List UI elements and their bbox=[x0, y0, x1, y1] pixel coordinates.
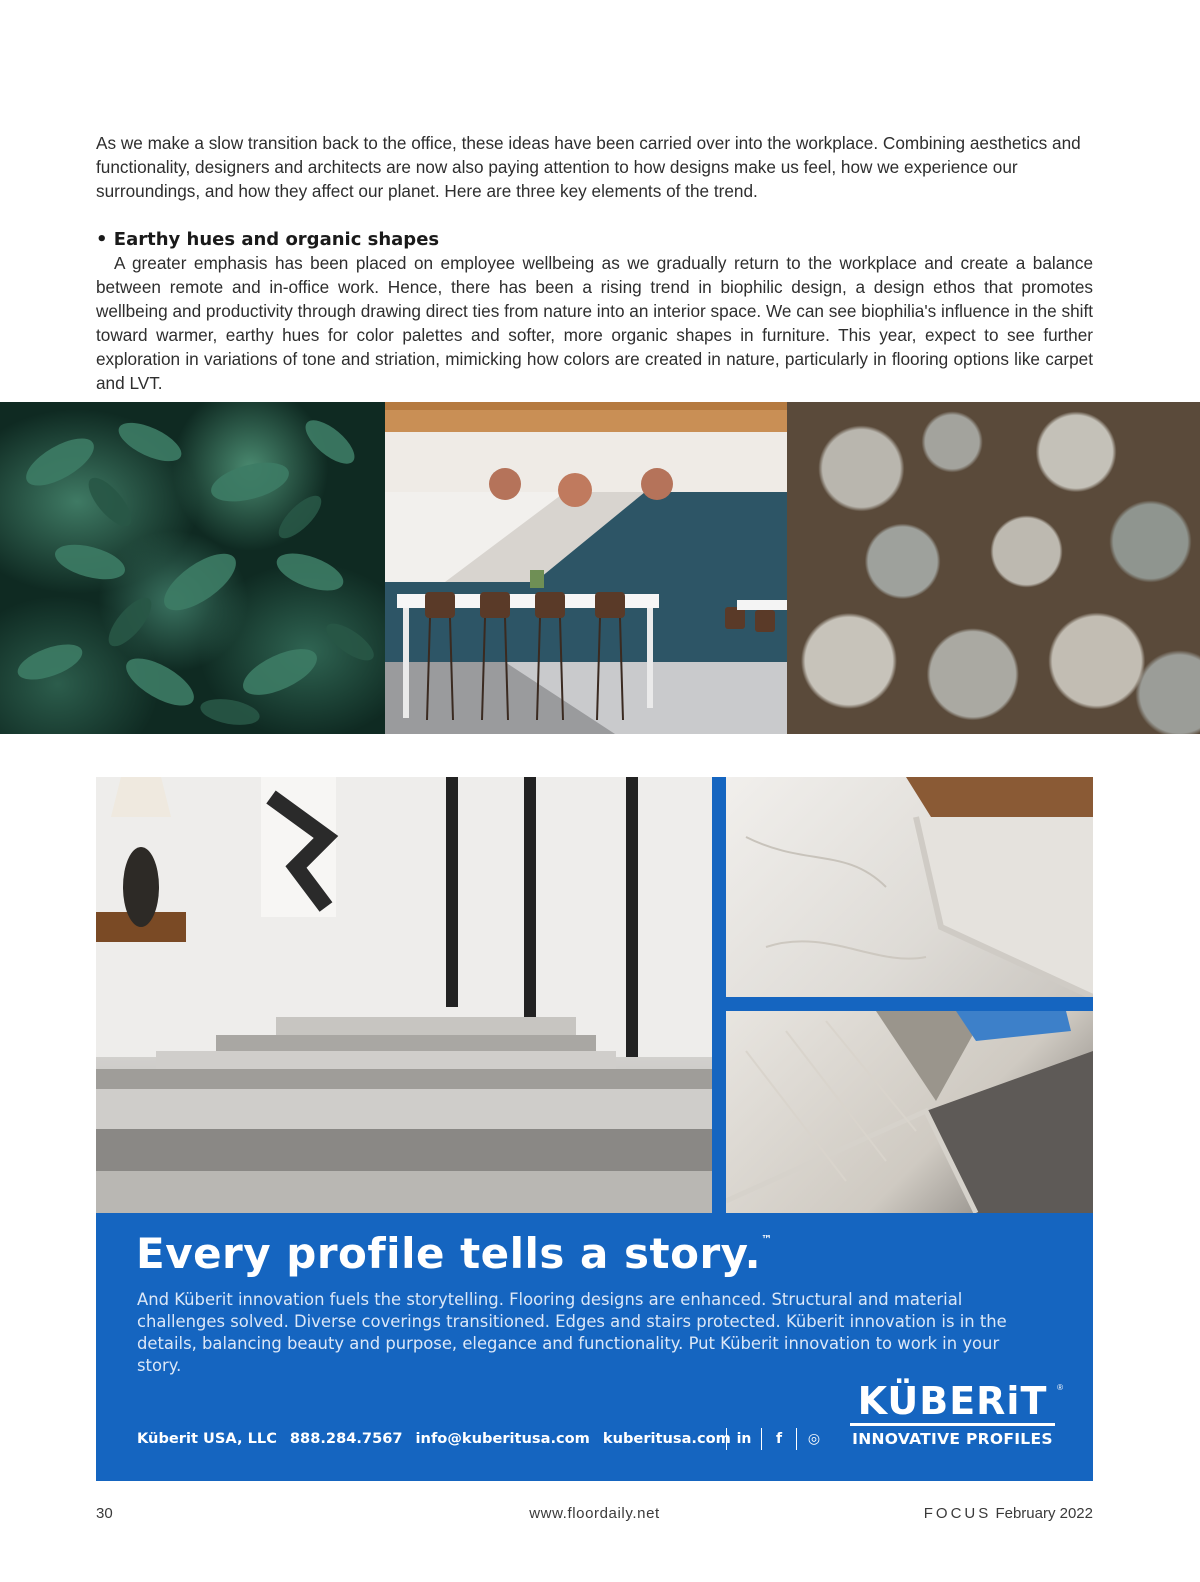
intro-paragraph: As we make a slow transition back to the office, these ideas have been carried over into the workplace. Combining aesthetics and functionality, designers and architects are now also paying attention to how designs make us feel, how we experience our surroundings, and how they affect our planet. Here are three key elements of the trend. bbox=[96, 133, 1081, 201]
office-photo bbox=[385, 402, 787, 734]
trademark-mark: ™ bbox=[761, 1233, 773, 1246]
company-name: Küberit USA, LLC bbox=[137, 1430, 277, 1447]
logo-wordmark: KÜBERiT bbox=[857, 1379, 1048, 1423]
stair-nosing-photo bbox=[726, 1011, 1093, 1213]
social-links bbox=[726, 1428, 831, 1450]
ad-contact-line bbox=[137, 1430, 731, 1447]
ad-headline-text: Every profile tells a story. bbox=[136, 1229, 762, 1278]
section-heading: • Earthy hues and organic shapes bbox=[96, 229, 440, 250]
marble-edge-photo bbox=[726, 777, 1093, 997]
article-text bbox=[96, 131, 1093, 395]
page-number: 30 bbox=[96, 1505, 113, 1522]
section-body: A greater emphasis has been placed on employee wellbeing as we gradually return to the workplace and create a balance between remote and in-office work. Hence, there has been a rising trend in biophilic design, a design ethos that promotes wellbeing and productivity through drawing direct ties from nature into an interior space. We can see biophilia's influence in the shift toward warmer, earthy hues for color palettes and softer, more organic shapes in furniture. This year, expect to see further exploration in variations of tone and striation, mimicking how colors are created in nature, particularly in flooring options like carpet and LVT. bbox=[96, 253, 1093, 393]
publication-name: FOCUS bbox=[923, 1505, 992, 1522]
publication-issue bbox=[924, 1505, 1093, 1522]
phone-number[interactable]: 888.284.7567 bbox=[289, 1430, 403, 1447]
logo-rule bbox=[850, 1423, 1055, 1426]
issue-date: February 2022 bbox=[995, 1505, 1093, 1522]
ad-body-text: And Küberit innovation fuels the storytelling. Flooring designs are enhanced. Structural and material challenges solved. Diverse coverings transitioned. Edges and stairs protected. Küberit innovation is in the details, balancing beauty and purpose, elegance and functionality. Put Küberit innovation to work in your story. bbox=[137, 1290, 1007, 1375]
page-footer bbox=[96, 1505, 1093, 1525]
footer-site-link[interactable]: www.floordaily.net bbox=[529, 1505, 660, 1522]
website-link[interactable]: kuberitusa.com bbox=[602, 1430, 731, 1447]
photo-strip bbox=[0, 402, 1200, 734]
linkedin-icon[interactable]: in bbox=[726, 1428, 761, 1450]
ad-headline bbox=[136, 1229, 773, 1278]
kuberit-advertisement[interactable] bbox=[96, 777, 1093, 1481]
kuberit-logo bbox=[846, 1379, 1063, 1448]
stair-interior-photo bbox=[96, 777, 712, 1213]
facebook-icon[interactable]: f bbox=[761, 1428, 796, 1450]
logo-tagline: INNOVATIVE PROFILES bbox=[852, 1430, 1053, 1448]
registered-mark: ® bbox=[1057, 1383, 1063, 1392]
leaves-photo bbox=[0, 402, 385, 734]
email-link[interactable]: info@kuberitusa.com bbox=[415, 1430, 590, 1447]
instagram-icon[interactable]: ◎ bbox=[796, 1428, 831, 1450]
rocks-photo bbox=[787, 402, 1200, 734]
